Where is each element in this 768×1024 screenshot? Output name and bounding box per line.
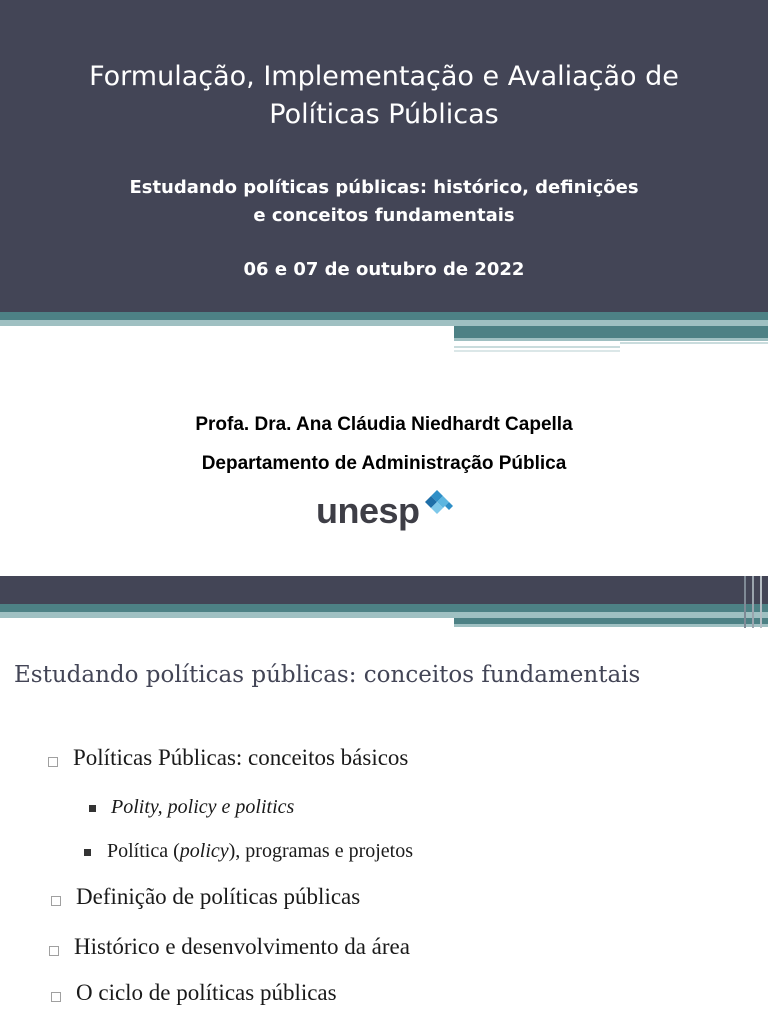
list-subitem-text: ), programas e projetos	[228, 840, 414, 862]
hollow-square-bullet-icon	[48, 757, 58, 767]
unesp-logo-text: unesp	[316, 490, 420, 531]
hollow-square-bullet-icon	[51, 992, 61, 1002]
list-item: Histórico e desenvolvimento da área	[74, 934, 410, 959]
stripe	[454, 624, 768, 627]
list-subitem-text: Política (	[107, 840, 180, 862]
vertical-stripe	[744, 576, 746, 628]
slide1-title-line2: Políticas Públicas	[269, 99, 499, 130]
list-item: Políticas Públicas: conceitos básicos	[73, 745, 409, 770]
hollow-square-bullet-icon	[49, 946, 59, 956]
list-subitem: Polity, policy e politics	[111, 796, 295, 818]
slide2-title: Estudando políticas públicas: conceitos fundamentais	[14, 662, 641, 688]
unesp-logo-icon	[421, 490, 453, 518]
slide2-header	[0, 576, 768, 604]
list-subitem-italic: policy	[179, 840, 229, 862]
slide1-header	[0, 0, 768, 312]
stripe	[454, 346, 620, 348]
slide1-subtitle-line1: Estudando políticas públicas: histórico, definições	[129, 177, 639, 198]
slide1-title	[0, 58, 768, 134]
list-subitem	[107, 840, 413, 863]
vertical-stripe	[760, 576, 762, 628]
stripe	[454, 350, 620, 352]
stripe	[454, 338, 768, 341]
unesp-logo	[316, 490, 456, 540]
slide1-subtitle	[0, 174, 768, 230]
hollow-square-bullet-icon	[51, 896, 61, 906]
slide1-date: 06 e 07 de outubro de 2022	[243, 259, 525, 280]
slide1-decorative-band	[0, 312, 768, 356]
slide1-title-line1: Formulação, Implementação e Avaliação de	[89, 61, 679, 92]
teal-bar	[0, 312, 768, 320]
vertical-stripe	[752, 576, 754, 628]
solid-square-bullet-icon	[89, 805, 96, 812]
list-item: O ciclo de políticas públicas	[76, 980, 337, 1005]
slide2-decorative-band	[0, 604, 768, 628]
stripe	[620, 342, 768, 344]
teal-block	[454, 326, 768, 338]
list-item: Definição de políticas públicas	[76, 884, 361, 909]
slide1-subtitle-line2: e conceitos fundamentais	[253, 205, 515, 226]
solid-square-bullet-icon	[84, 849, 91, 856]
department-name: Departamento de Administração Pública	[201, 453, 567, 474]
teal-bar	[0, 604, 768, 612]
author-name: Profa. Dra. Ana Cláudia Niedhardt Capella	[195, 414, 573, 435]
